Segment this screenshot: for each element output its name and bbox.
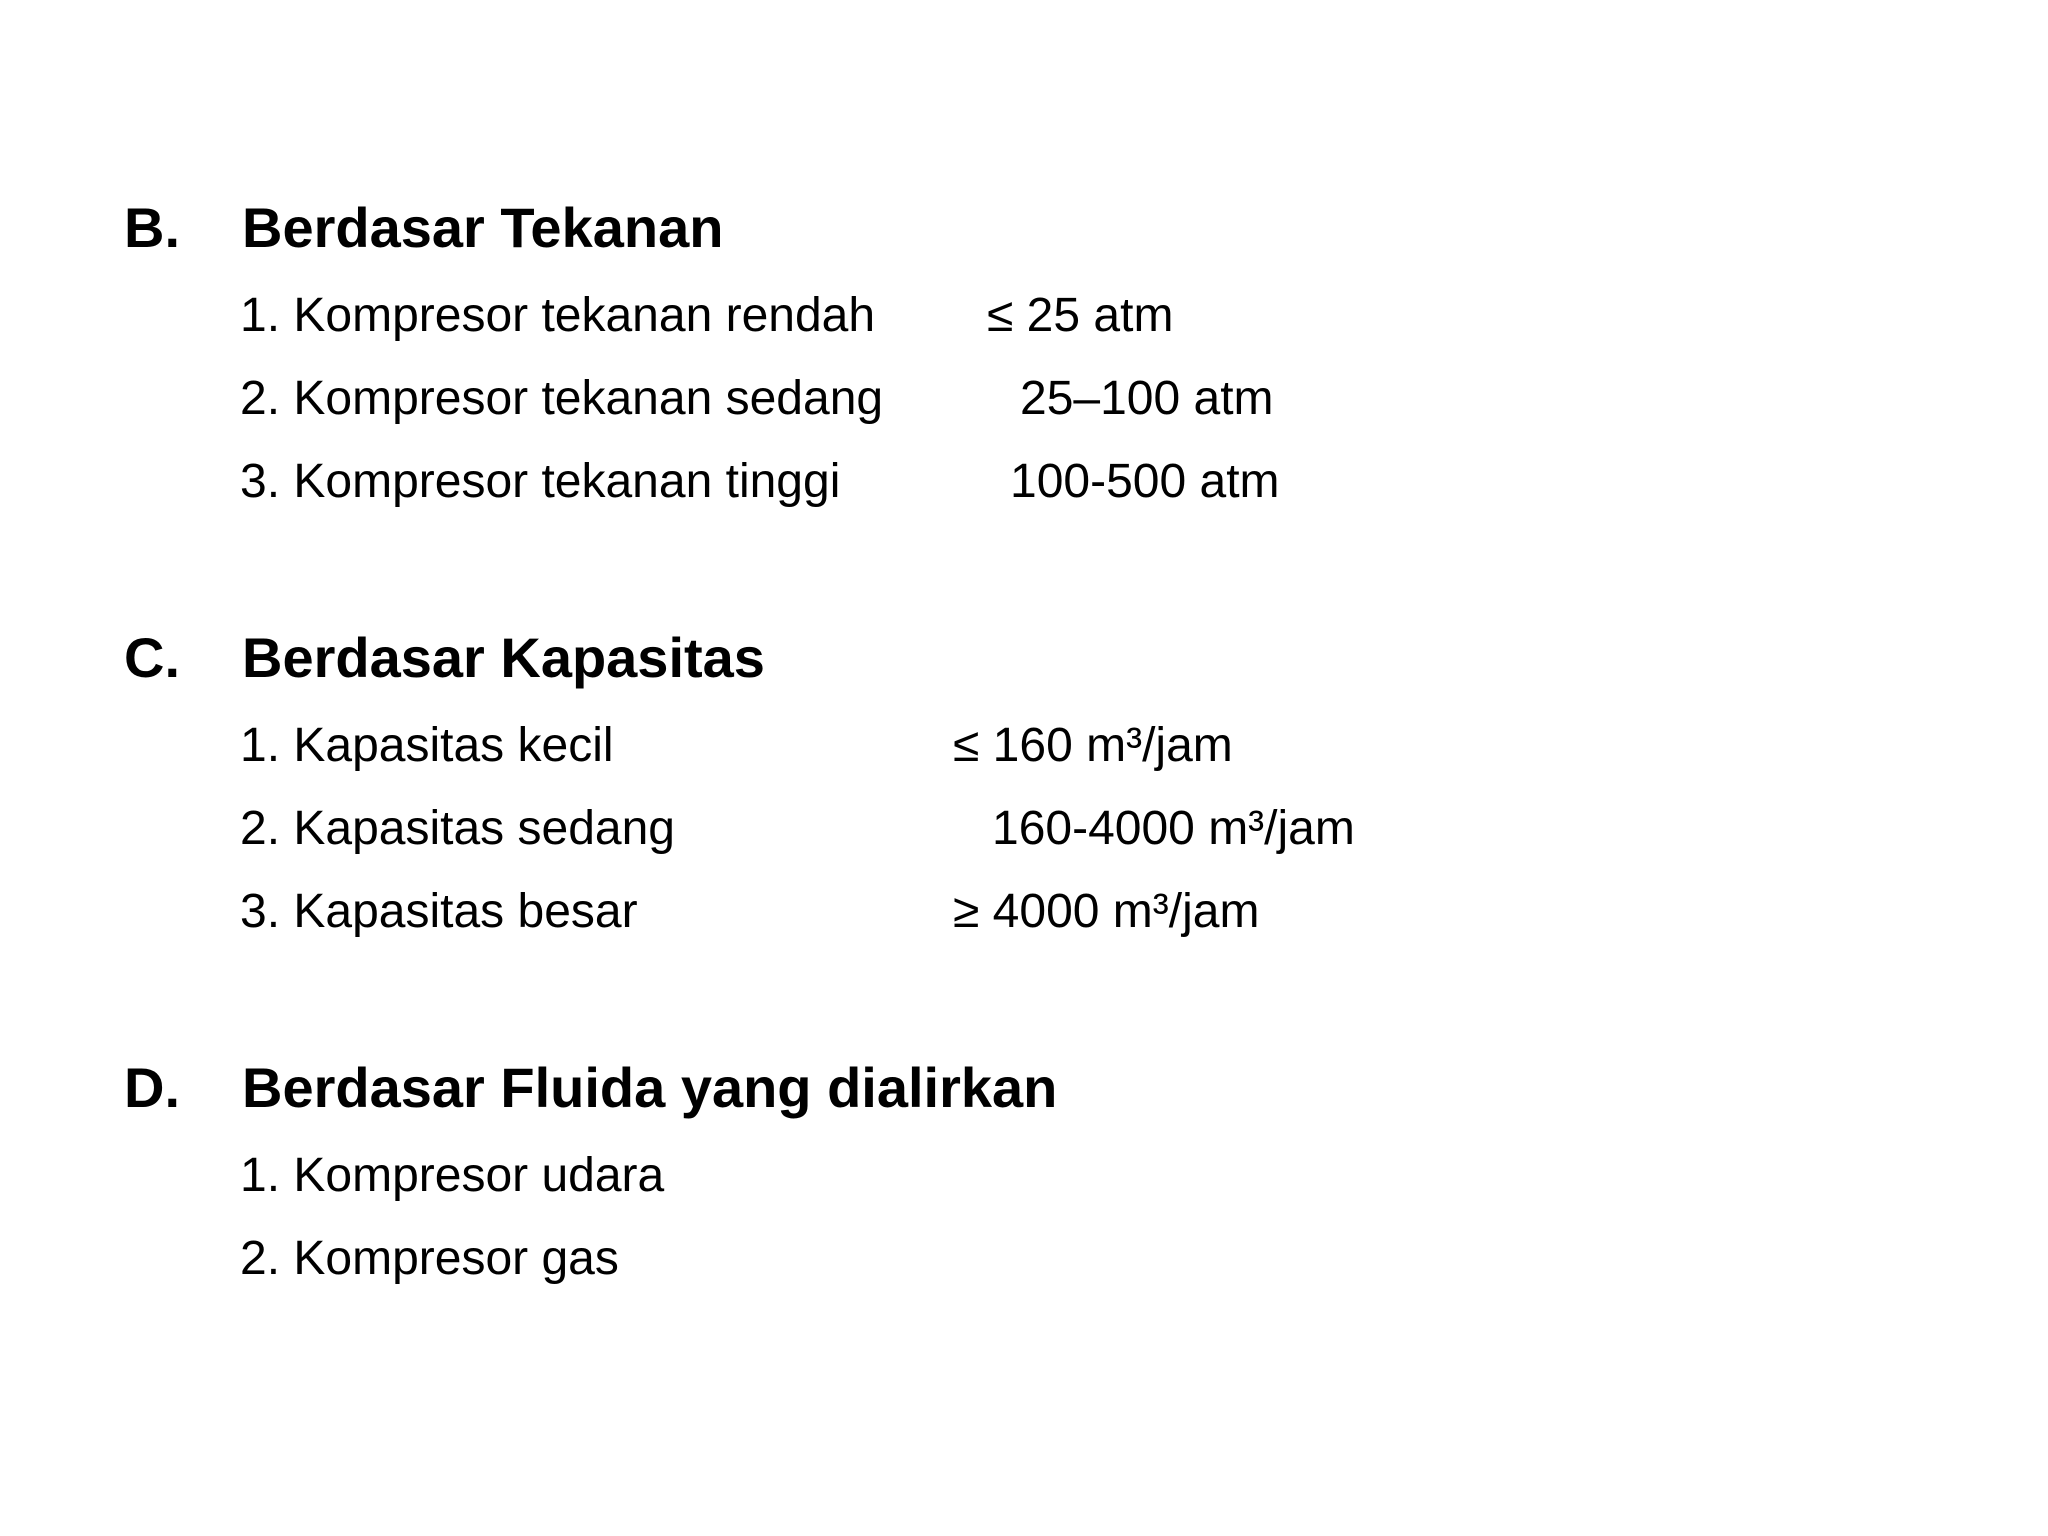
item-label: 2. Kapasitas sedang bbox=[240, 802, 675, 855]
item-label: 2. Kompresor tekanan sedang bbox=[240, 372, 884, 425]
item-label: 2. Kompresor gas bbox=[240, 1232, 619, 1285]
item-value: 25–100 atm bbox=[1020, 372, 1274, 425]
item-label: 3. Kapasitas besar bbox=[240, 885, 638, 938]
item-value: ≤ 160 m³/jam bbox=[953, 719, 1233, 772]
section-letter: C. bbox=[124, 626, 180, 689]
section-title: Berdasar Kapasitas bbox=[242, 626, 765, 689]
item-value: ≥ 4000 m³/jam bbox=[953, 885, 1260, 938]
item-value: 100-500 atm bbox=[1010, 455, 1280, 508]
section-letter: D. bbox=[124, 1056, 180, 1119]
item-label: 3. Kompresor tekanan tinggi bbox=[240, 455, 841, 508]
item-value: 160-4000 m³/jam bbox=[992, 802, 1355, 855]
item-label: 1. Kompresor udara bbox=[240, 1149, 665, 1202]
section-title: Berdasar Fluida yang dialirkan bbox=[242, 1056, 1058, 1119]
item-label: 1. Kapasitas kecil bbox=[240, 719, 614, 772]
item-value: ≤ 25 atm bbox=[987, 289, 1174, 342]
section-letter: B. bbox=[124, 196, 180, 259]
item-label: 1. Kompresor tekanan rendah bbox=[240, 289, 876, 342]
section-title: Berdasar Tekanan bbox=[242, 196, 724, 259]
